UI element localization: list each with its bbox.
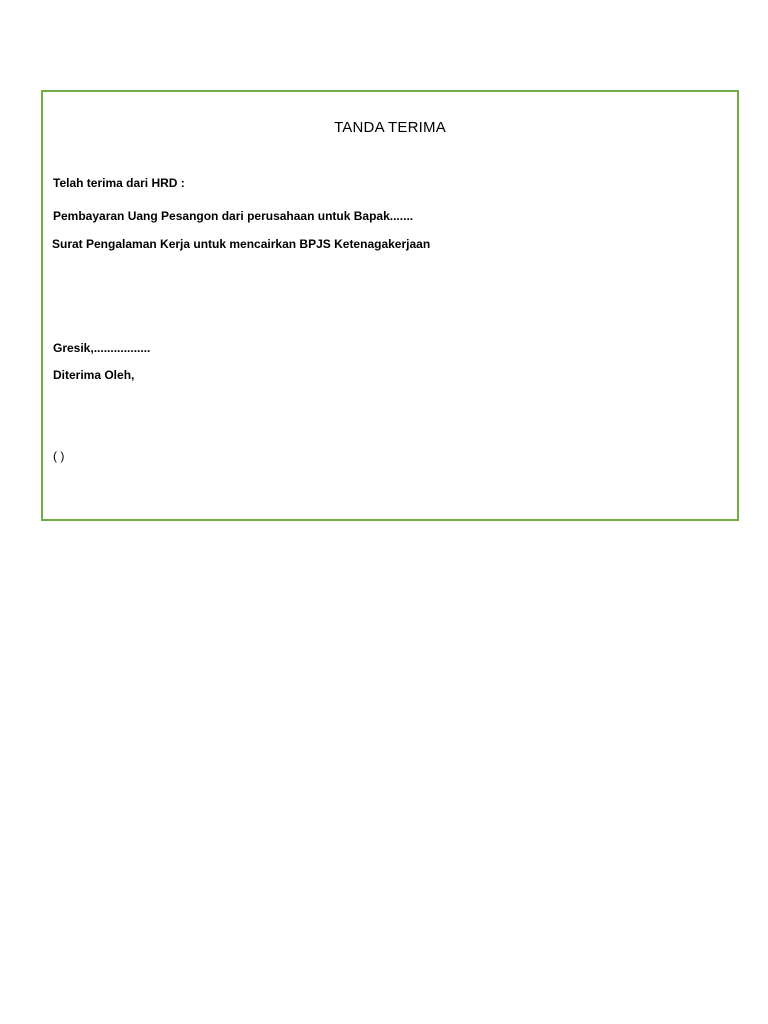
received-from-text: Telah terima dari HRD : bbox=[53, 176, 185, 190]
document-title: TANDA TERIMA bbox=[334, 119, 446, 136]
place-date-text: Gresik,................. bbox=[53, 341, 151, 355]
signature-placeholder: ( ) bbox=[53, 449, 65, 463]
received-by-text: Diterima Oleh, bbox=[53, 368, 135, 382]
item-work-experience-letter: Surat Pengalaman Kerja untuk mencairkan BPJS Ketenagakerjaan bbox=[52, 237, 431, 251]
item-severance-payment: Pembayaran Uang Pesangon dari perusahaan untuk Bapak....... bbox=[53, 209, 414, 223]
receipt-box bbox=[41, 90, 739, 521]
